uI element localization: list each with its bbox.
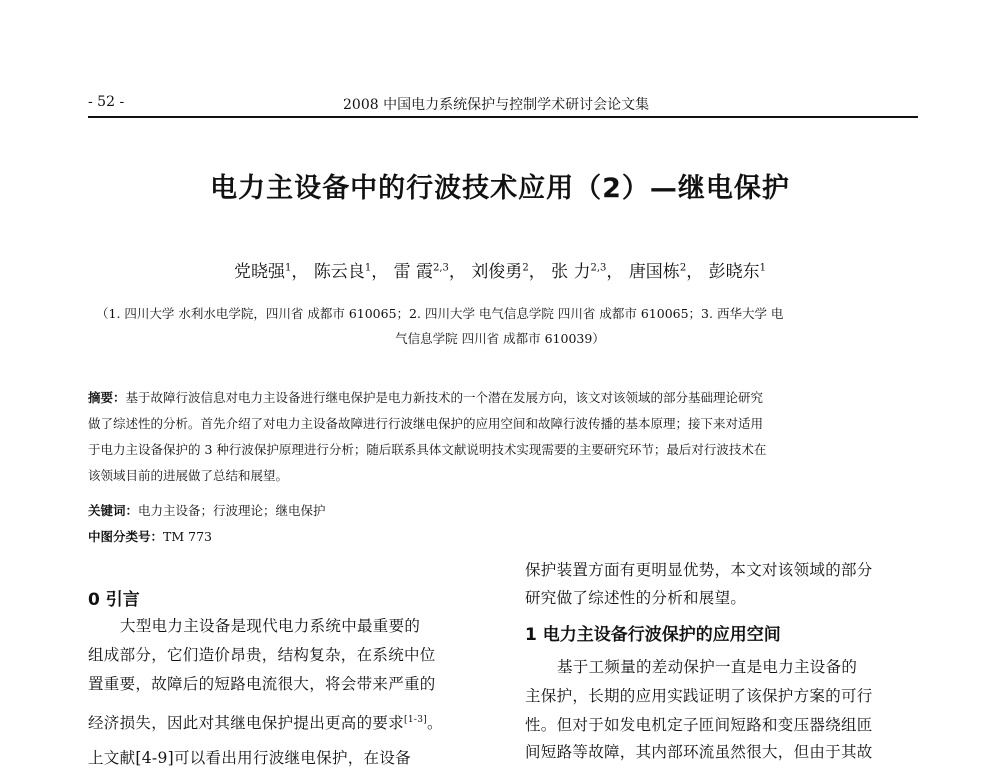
abstract-line: 该领域目前的进展做了总结和展望。 — [88, 468, 289, 483]
author-name: 雷 霞 — [393, 262, 433, 282]
body-line: 上文献[4-9]可以看出用行波继电保护，在设备 — [88, 749, 411, 767]
abstract-text: 基于故障行波信息对电力主设备进行继电保护是电力新技术的一个潜在发展方向，该文对该领域的部分基础理论研究 — [125, 390, 764, 405]
author-name: 陈云良 — [313, 262, 365, 282]
body-line: 性。但对于如发电机定子匝间短路和变压器绕组匝 — [525, 716, 873, 734]
body-line: 保护装置方面有更明显优势，本文对该领域的部分 — [525, 561, 873, 579]
author-affiliation: 1 — [759, 262, 766, 274]
author-separator: ， — [371, 262, 389, 282]
author-name: 张 力 — [551, 262, 591, 282]
author-affiliation: 2 — [522, 262, 529, 274]
paper-title: 电力主设备中的行波技术应用（2）—继电保护 — [210, 173, 790, 204]
abstract-line: 做了综述性的分析。首先介绍了对电力主设备故障进行行波继电保护的应用空间和故障行波传播的基本原理；接下来对适用 — [88, 416, 764, 431]
body-line: 研究做了综述性的分析和展望。 — [525, 589, 747, 607]
affiliations-line-2: 气信息学院 四川省 成都市 610039） — [395, 331, 605, 346]
body-text: 。 — [427, 714, 443, 732]
page-number: - 52 - — [88, 94, 125, 110]
keywords-label: 关键词： — [88, 503, 139, 518]
author-affiliation: 1 — [285, 262, 292, 274]
abstract-label: 摘要： — [88, 390, 126, 405]
keywords — [88, 501, 326, 519]
journal-title: 2008 中国电力系统保护与控制学术研讨会论文集 — [343, 97, 650, 113]
author-name: 党晓强 — [234, 262, 286, 282]
body-line: 主保护，长期的应用实践证明了该保护方案的可行 — [525, 687, 873, 705]
author-separator: ， — [291, 262, 309, 282]
body-line: 基于工频量的差动保护一直是电力主设备的 — [557, 658, 858, 676]
author-separator: ， — [686, 262, 704, 282]
keywords-text: 电力主设备；行波理论；继电保护 — [138, 503, 326, 518]
body-text: 经济损失，因此对其继电保护提出更高的要求 — [88, 714, 405, 732]
author-separator: ， — [606, 262, 624, 282]
classification-number — [88, 527, 212, 545]
author-affiliation: 2,3 — [590, 262, 607, 274]
clc-text: TM 773 — [163, 529, 212, 544]
author-affiliation: 2,3 — [433, 262, 449, 274]
abstract-line — [88, 388, 928, 406]
running-head — [88, 92, 918, 118]
section-heading-application-space: 1 电力主设备行波保护的应用空间 — [525, 625, 781, 645]
author-list — [0, 257, 1000, 282]
body-line: 大型电力主设备是现代电力系统中最重要的 — [120, 617, 421, 635]
author-name: 彭晓东 — [708, 262, 760, 282]
author-name: 刘俊勇 — [471, 262, 523, 282]
author-separator: ， — [448, 262, 466, 282]
body-line: 置重要，故障后的短路电流很大，将会带来严重的 — [88, 675, 436, 693]
body-line — [88, 711, 443, 733]
body-line: 组成部分，它们造价昂贵，结构复杂，在系统中位 — [88, 646, 436, 664]
affiliations-line-1: （1. 四川大学 水利水电学院，四川省 成都市 610065；2. 四川大学 电气信息学院 四川省 成都市 610065；3. 西华大学 电 — [96, 306, 784, 321]
author-affiliation: 1 — [364, 262, 372, 274]
citation: [1-3] — [404, 714, 428, 725]
body-line: 间短路等故障，其内部环流虽然很大，但由于其故 — [525, 743, 873, 761]
author-affiliation: 2 — [679, 262, 687, 274]
section-heading-introduction: 0 引言 — [88, 590, 140, 610]
abstract-line: 于电力主设备保护的 3 种行波保护原理进行分析；随后联系具体文献说明技术实现需要的主要研究环节；最后对行波技术在 — [88, 442, 767, 457]
author-name: 唐国栋 — [628, 262, 680, 282]
author-separator: ， — [528, 262, 546, 282]
clc-label: 中图分类号： — [88, 529, 164, 544]
